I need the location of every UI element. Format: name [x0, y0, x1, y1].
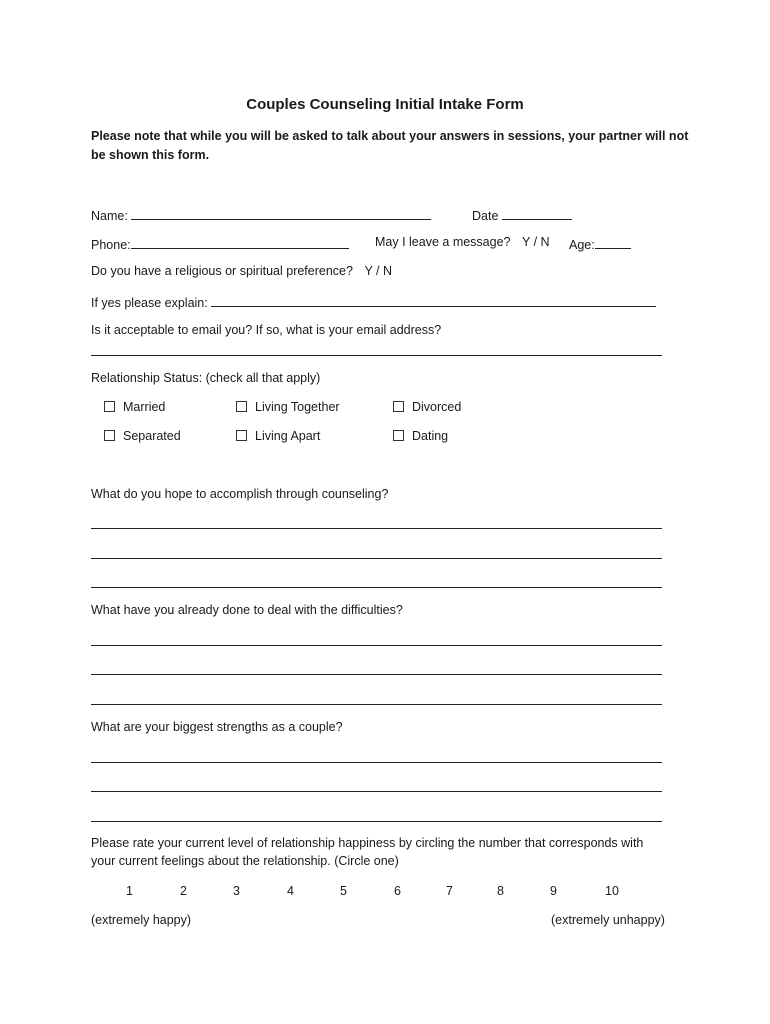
checkbox-separated[interactable]: Separated [104, 429, 181, 443]
checkbox-living-apart[interactable]: Living Apart [236, 429, 320, 443]
checkbox-icon[interactable] [104, 401, 115, 412]
name-field[interactable] [91, 206, 431, 223]
name-blank[interactable] [131, 206, 431, 220]
date-blank[interactable] [502, 206, 572, 220]
checkbox-icon[interactable] [236, 430, 247, 441]
date-label: Date [472, 209, 499, 223]
answer-line[interactable] [91, 587, 662, 588]
checkbox-married[interactable]: Married [104, 400, 165, 414]
age-blank[interactable] [595, 235, 631, 249]
rating-option-10[interactable]: 10 [605, 884, 619, 898]
age-label: Age: [569, 238, 595, 252]
answer-line[interactable] [91, 674, 662, 675]
checkbox-divorced[interactable]: Divorced [393, 400, 461, 414]
checkbox-icon[interactable] [393, 401, 404, 412]
notice-line-2: be shown this form. [91, 148, 210, 162]
age-field[interactable] [569, 235, 631, 252]
rating-option-7[interactable]: 7 [446, 884, 453, 898]
answer-line[interactable] [91, 528, 662, 529]
checkbox-living-together[interactable]: Living Together [236, 400, 340, 414]
phone-field[interactable] [91, 235, 349, 252]
email-question: Is it acceptable to email you? If so, what is your email address? [91, 323, 442, 337]
answer-line[interactable] [91, 762, 662, 763]
checkbox-dating[interactable]: Dating [393, 429, 448, 443]
question-strengths: What are your biggest strengths as a couple? [91, 720, 343, 734]
notice-line-1: Please note that while you will be asked to talk about your answers in sessions, your partner will not [91, 129, 689, 143]
question-goals: What do you hope to accomplish through counseling? [91, 487, 389, 501]
rating-option-9[interactable]: 9 [550, 884, 557, 898]
name-label: Name: [91, 209, 128, 223]
rating-option-5[interactable]: 5 [340, 884, 347, 898]
rating-low-label: (extremely happy) [91, 913, 192, 927]
form-title: Couples Counseling Initial Intake Form [246, 96, 524, 113]
religion-options[interactable]: Y / N [364, 264, 392, 278]
date-field[interactable] [472, 206, 572, 223]
rating-option-3[interactable]: 3 [233, 884, 240, 898]
explain-field[interactable] [91, 293, 656, 310]
answer-line[interactable] [91, 791, 662, 792]
relationship-label: Relationship Status: (check all that apply) [91, 371, 321, 385]
checkbox-icon[interactable] [393, 430, 404, 441]
rating-option-8[interactable]: 8 [497, 884, 504, 898]
rating-option-4[interactable]: 4 [287, 884, 294, 898]
rating-option-2[interactable]: 2 [180, 884, 187, 898]
email-blank[interactable] [91, 355, 662, 356]
rating-prompt-line-2: your current feelings about the relationship. (Circle one) [91, 854, 399, 868]
religion-label: Do you have a religious or spiritual preference? [91, 264, 353, 278]
message-options[interactable]: Y / N [521, 235, 550, 249]
explain-label: If yes please explain: [91, 296, 208, 310]
explain-blank[interactable] [211, 293, 656, 307]
phone-blank[interactable] [131, 235, 349, 249]
rating-option-1[interactable]: 1 [126, 884, 133, 898]
question-difficulties: What have you already done to deal with the difficulties? [91, 603, 403, 617]
checkbox-icon[interactable] [104, 430, 115, 441]
answer-line[interactable] [91, 558, 662, 559]
message-question[interactable] [375, 235, 550, 249]
rating-prompt-line-1: Please rate your current level of relationship happiness by circling the number that corresponds with [91, 836, 644, 850]
message-label: May I leave a message? [375, 235, 511, 249]
religion-question[interactable] [91, 264, 392, 278]
answer-line[interactable] [91, 704, 662, 705]
answer-line[interactable] [91, 645, 662, 646]
phone-label: Phone: [91, 238, 131, 252]
rating-option-6[interactable]: 6 [394, 884, 401, 898]
answer-line[interactable] [91, 821, 662, 822]
rating-high-label: (extremely unhappy) [551, 913, 665, 927]
checkbox-icon[interactable] [236, 401, 247, 412]
